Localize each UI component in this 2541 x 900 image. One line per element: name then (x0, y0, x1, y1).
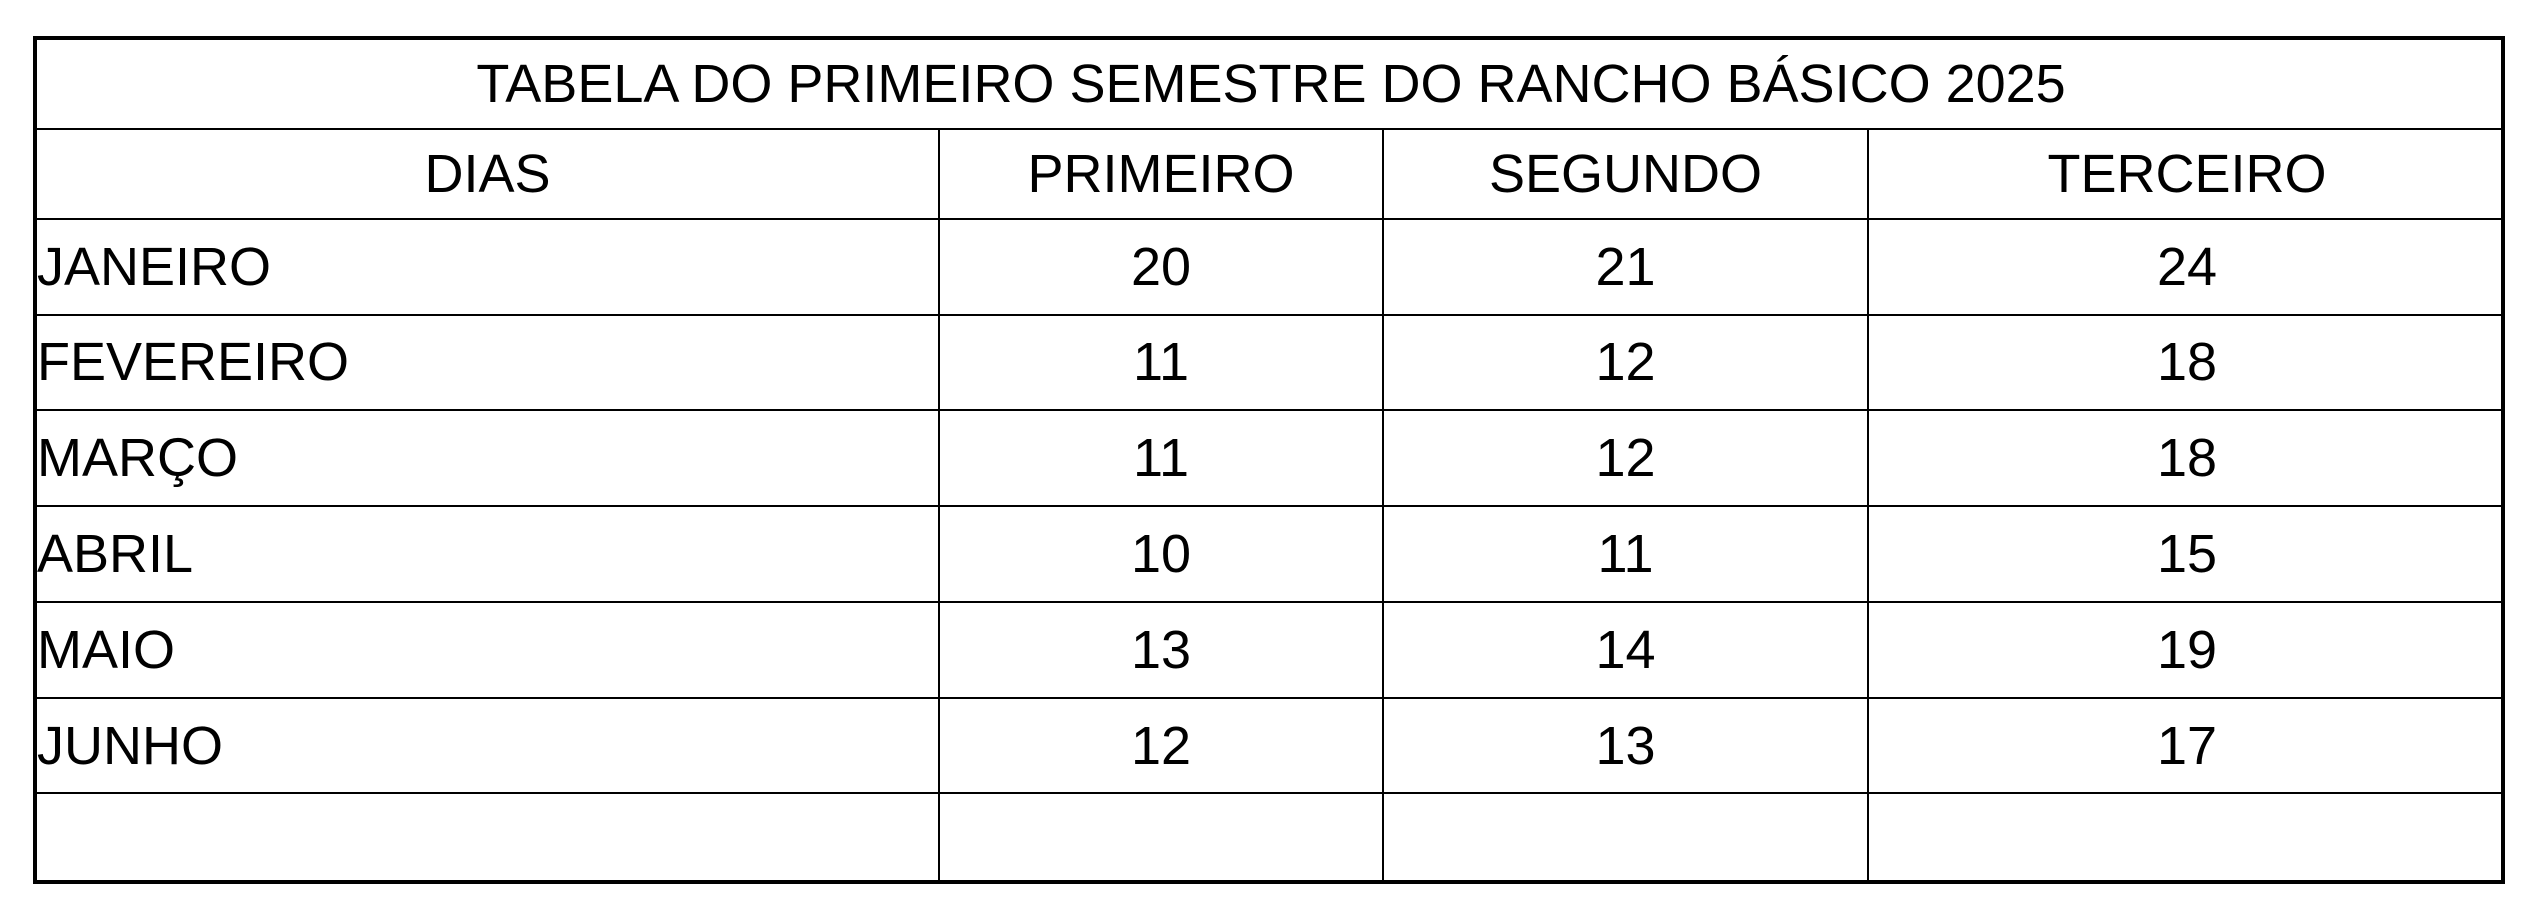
table-row (37, 219, 2505, 315)
table-title: TABELA DO PRIMEIRO SEMESTRE DO RANCHO BÁSICO 2025 (37, 40, 2505, 129)
cell-primeiro: 12 (939, 698, 1383, 794)
column-header-dias: DIAS (37, 129, 939, 219)
table-title-row (37, 40, 2505, 129)
cell-terceiro: 15 (1868, 506, 2505, 602)
table-header-row (37, 129, 2505, 219)
cell-dias: JANEIRO (37, 219, 939, 315)
cell-primeiro: 11 (939, 410, 1383, 506)
cell-terceiro (1868, 793, 2505, 880)
column-header-segundo: SEGUNDO (1383, 129, 1868, 219)
cell-terceiro: 19 (1868, 602, 2505, 698)
column-header-terceiro: TERCEIRO (1868, 129, 2505, 219)
cell-segundo: 21 (1383, 219, 1868, 315)
table-row (37, 602, 2505, 698)
cell-dias: MAIO (37, 602, 939, 698)
cell-primeiro (939, 793, 1383, 880)
column-header-primeiro: PRIMEIRO (939, 129, 1383, 219)
cell-segundo: 12 (1383, 410, 1868, 506)
cell-primeiro: 10 (939, 506, 1383, 602)
cell-terceiro: 18 (1868, 410, 2505, 506)
rancho-table-container (33, 36, 2505, 884)
table-row (37, 698, 2505, 794)
cell-segundo (1383, 793, 1868, 880)
cell-dias (37, 793, 939, 880)
cell-segundo: 11 (1383, 506, 1868, 602)
cell-segundo: 13 (1383, 698, 1868, 794)
cell-terceiro: 18 (1868, 315, 2505, 411)
cell-primeiro: 11 (939, 315, 1383, 411)
cell-dias: ABRIL (37, 506, 939, 602)
rancho-table (37, 40, 2505, 880)
cell-primeiro: 13 (939, 602, 1383, 698)
cell-dias: MARÇO (37, 410, 939, 506)
table-row (37, 410, 2505, 506)
cell-segundo: 14 (1383, 602, 1868, 698)
cell-terceiro: 24 (1868, 219, 2505, 315)
table-row (37, 315, 2505, 411)
cell-primeiro: 20 (939, 219, 1383, 315)
cell-dias: JUNHO (37, 698, 939, 794)
cell-dias: FEVEREIRO (37, 315, 939, 411)
cell-segundo: 12 (1383, 315, 1868, 411)
cell-terceiro: 17 (1868, 698, 2505, 794)
table-row (37, 506, 2505, 602)
table-row (37, 793, 2505, 880)
